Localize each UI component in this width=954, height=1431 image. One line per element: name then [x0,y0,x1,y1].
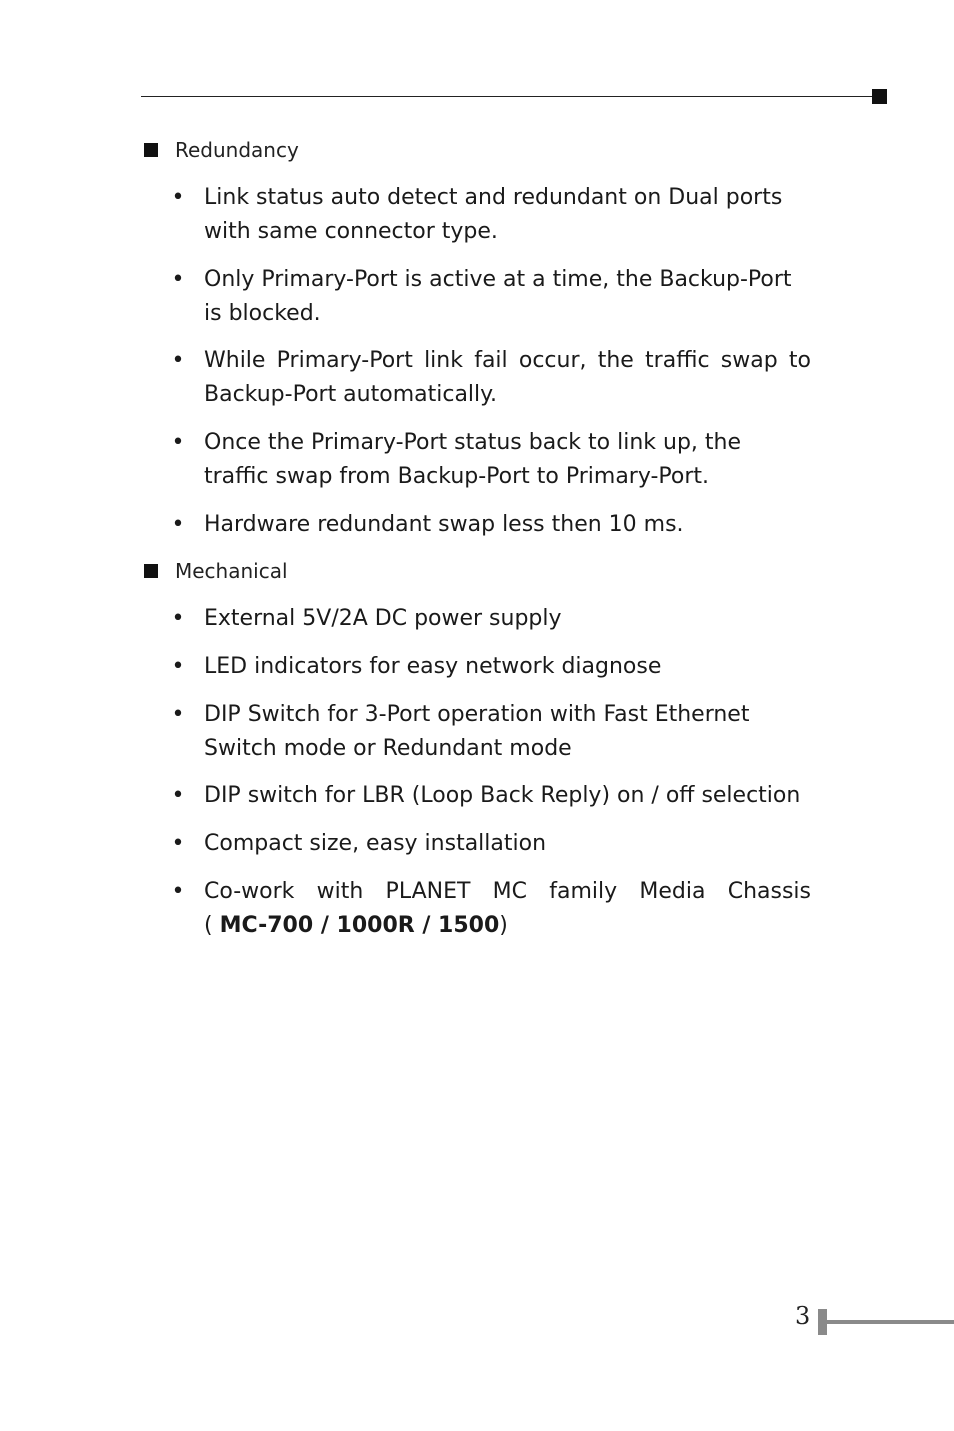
bullet-icon: • [171,702,185,727]
bullet-icon: • [171,512,185,537]
footer-rule [827,1320,954,1324]
chassis-models: MC-700 / 1000R / 1500 [219,913,500,938]
square-bullet-icon [144,143,158,157]
chassis-text: Co-work with PLANET MC family Media Chassis [204,879,811,904]
paren-open: ( [204,913,220,938]
bullet-icon: • [171,879,185,904]
page-number: 3 [795,1302,811,1330]
square-bullet-icon [144,564,158,578]
chassis-models-line [204,909,811,943]
section-heading-mechanical [144,559,288,583]
section-title: Mechanical [175,559,288,583]
list-item-text: Only Primary-Port is active at a time, the Backup-Port is blocked. [204,267,792,326]
list-item-text: Link status auto detect and redundant on Dual ports with same connector type. [204,185,783,244]
bullet-icon: • [171,348,185,373]
bullet-icon: • [171,606,185,631]
list-item-text [204,875,811,943]
page-bar-marker [818,1309,827,1335]
bullet-icon: • [171,783,185,808]
list-item-text: Once the Primary-Port status back to link up, the traffic swap from Backup-Port to Primary-Port. [204,430,742,489]
bullet-icon: • [171,267,185,292]
list-item-text: Compact size, easy installation [204,831,547,856]
bullet-icon: • [171,430,185,455]
list-item-text: Hardware redundant swap less then 10 ms. [204,512,684,537]
bullet-icon: • [171,185,185,210]
section-title: Redundancy [175,138,299,162]
paren-close: ) [499,913,508,938]
list-item-text: External 5V/2A DC power supply [204,606,562,631]
list-item-text: DIP switch for LBR (Loop Back Reply) on / off selection [204,783,801,808]
header-square-icon [872,89,887,104]
bullet-icon: • [171,654,185,679]
list-item-text: While Primary-Port link fail occur, the traffic swap to Backup-Port automatically. [204,348,811,407]
header-rule [141,96,876,97]
list-item-text: LED indicators for easy network diagnose [204,654,662,679]
section-heading-redundancy [144,138,299,162]
bullet-icon: • [171,831,185,856]
list-item-text: DIP Switch for 3-Port operation with Fast Ethernet Switch mode or Redundant mode [204,702,750,761]
